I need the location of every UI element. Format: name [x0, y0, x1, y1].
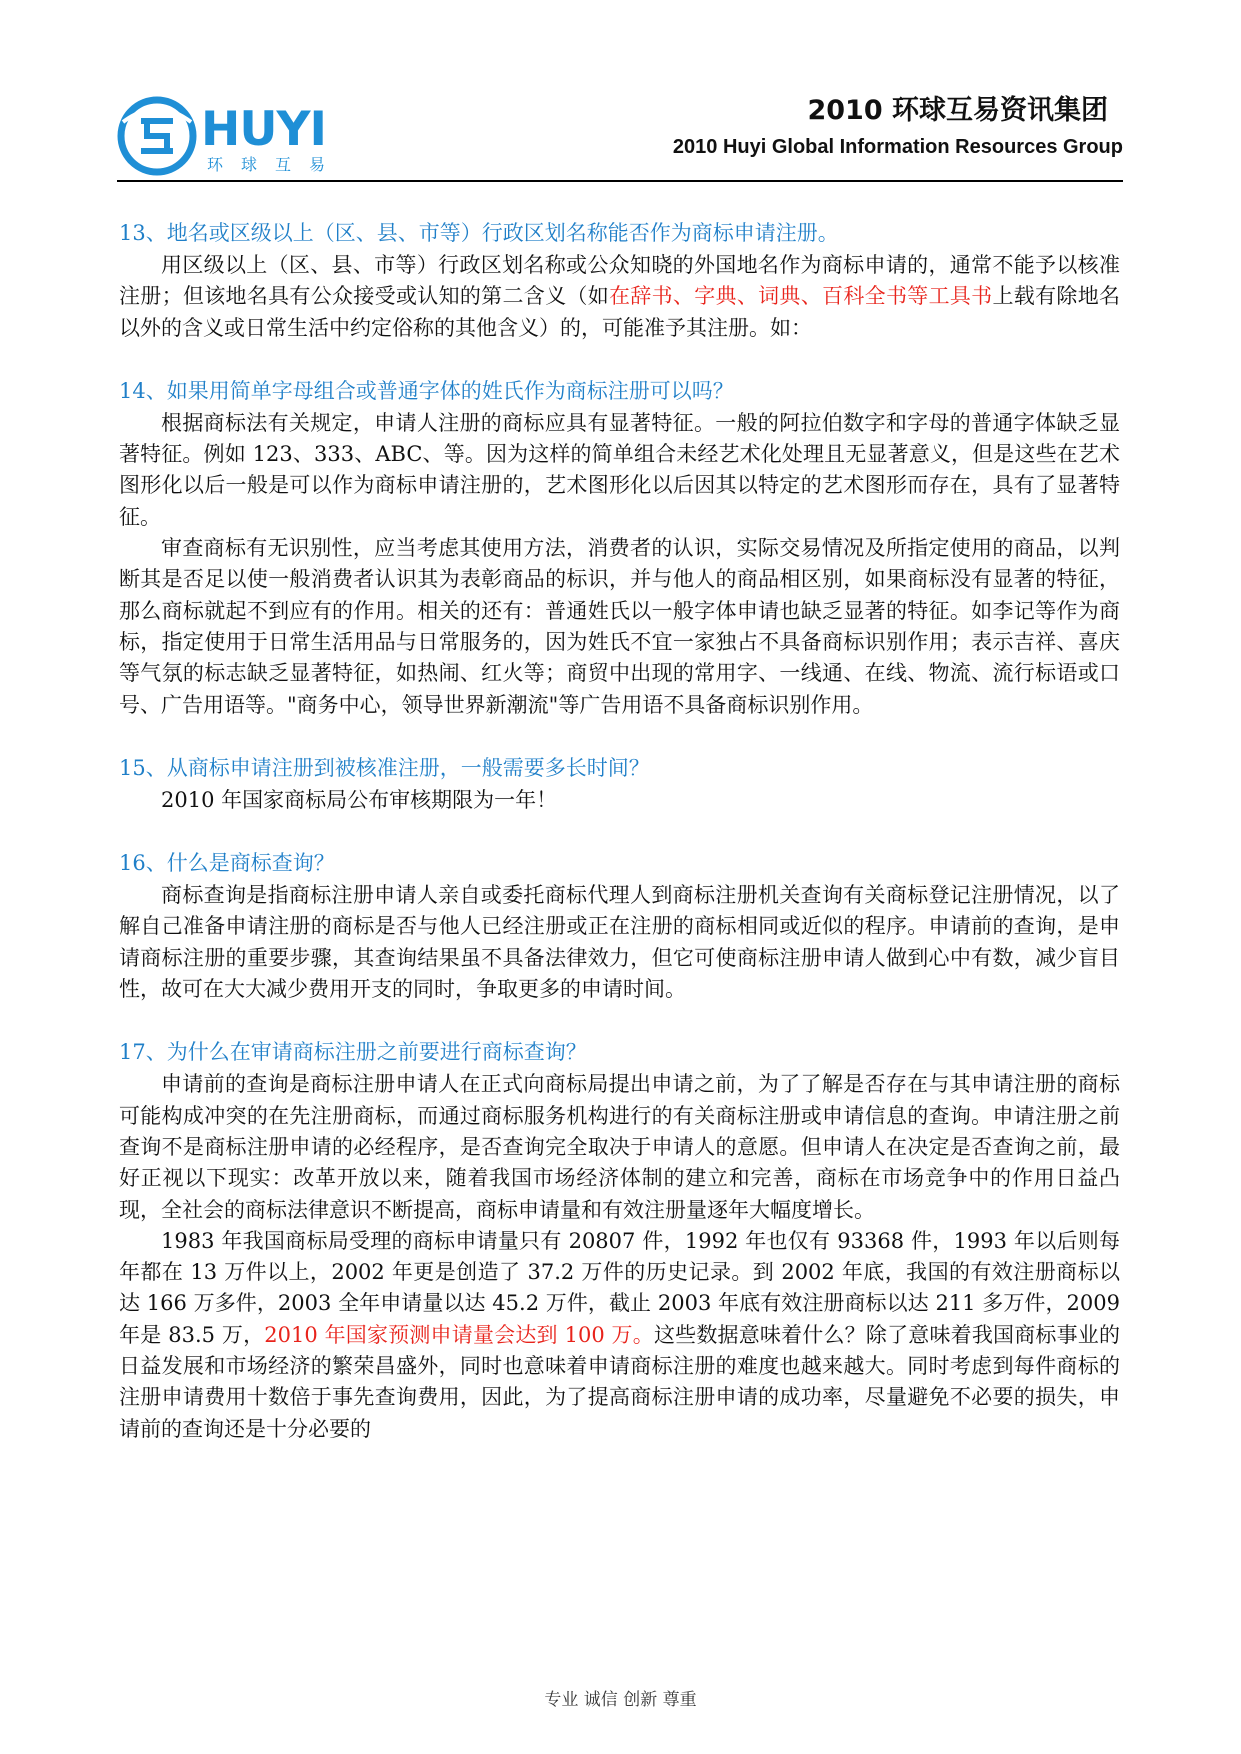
answer-17-text-b: 这些数据意味着什么？除了意味着我国商标事业的日益发展和市场经济的繁荣昌盛外，同时也意味着申请商标注册的难度也越来越大。同时考虑到每件商标的注册申请费用十数倍于事先查询费用，因此，为了提高商标注册申请的成功率，尽量避免不必要的损失，申请前的查询还是十分必要的: [119, 1322, 1121, 1441]
answer-15-paragraph: 2010 年国家商标局公布审核期限为一年！: [161, 787, 558, 812]
huyi-logo-mark-icon: [117, 96, 203, 176]
answer-13-text-a: 用区级以上（区、县、市等）行政区划名称或公众知晓的外国地名作为商标申请的，通常不能予以核准注册；但该地名具有公众接受或认知的第二含义（如: [119, 253, 1120, 309]
answer-16-paragraph: 商标查询是指商标注册申请人亲自或委托商标代理人到商标注册机关查询有关商标登记注册情况，以了解自己准备申请注册的商标是否与他人已经注册或正在注册的商标相同或近似的程序。申请前的查询，是申请商标注册的重要步骤，其查询结果虽不具备法律效力，但它可使商标注册申请人做到心中有数，减少盲目性，故可在大大减少费用开支的同时，争取更多的申请时间。: [119, 883, 1120, 1002]
question-13: 13、地名或区级以上（区、县、市等）行政区划名称能否作为商标申请注册。: [119, 221, 839, 245]
question-16: 16、什么是商标查询？: [119, 851, 335, 876]
question-14: 14、如果用简单字母组合或普通字体的姓氏作为商标注册可以吗？: [119, 378, 734, 403]
logo-text: HUYI: [201, 102, 327, 157]
answer-13-highlight: 在辞书、字典、词典、百科全书等工具书: [609, 284, 993, 309]
answer-14-paragraph-1: 根据商标法有关规定，申请人注册的商标应具有显著特征。一般的阿拉伯数字和字母的普通字体缺乏显著特征。例如 123、333、ABC、等。因为这样的简单组合未经艺术化处理且无显著意义，但是这些在艺术图形化以后一般是可以作为商标申请注册的，艺术图形化以后因其以特定的艺术图形而存在，具有了显著特征。: [119, 410, 1120, 529]
header-title-en: 2010 Huyi Global Information Resources Group: [672, 136, 1123, 158]
answer-13-paragraph: [119, 250, 1120, 344]
answer-17-text-a: 1983 年我国商标局受理的商标申请量只有 20807 件，1992 年也仅有 93368 件，1993 年以后则每年都在 13 万件以上，2002 年更是创造了 37.2 万件的历史记录。到 2002 年底，我国的有效注册商标以达 166 万多件，2003 全年申请量以达 45.2 万件，截止 2003 年底有效注册商标以达 211 多万件，2009 年是 83.5 万，: [119, 1228, 1120, 1347]
answer-13-text-b: 上载有除地名以外的含义或日常生活中约定俗称的其他含义）的，可能准予其注册。如：: [119, 284, 1121, 340]
question-15: 15、从商标申请注册到被核准注册，一般需要多长时间？: [119, 755, 650, 780]
answer-17-highlight: 2010 年国家预测申请量会达到 100 万。: [264, 1322, 654, 1347]
logo-chinese-text: 环球互易: [207, 155, 344, 174]
page-footer-slogan: 专业 诚信 创新 尊重: [544, 1690, 697, 1710]
page-header: [117, 88, 1123, 182]
answer-17-paragraph-2: [119, 1226, 1120, 1445]
answer-17-paragraph-1: 申请前的查询是商标注册申请人在正式向商标局提出申请之前，为了了解是否存在与其申请注册的商标可能构成冲突的在先注册商标，而通过商标服务机构进行的有关商标注册或申请信息的查询。申请注册之前查询不是商标注册申请的必经程序，是否查询完全取决于申请人的意愿。但申请人在决定是否查询之前，最好正视以下现实：改革开放以来，随着我国市场经济体制的建立和完善，商标在市场竞争中的作用日益凸现，全社会的商标法律意识不断提高，商标申请量和有效注册量逐年大幅度增长。: [119, 1072, 1120, 1222]
huyi-logo: [117, 96, 347, 176]
answer-14-paragraph-2: 审查商标有无识别性，应当考虑其使用方法，消费者的认识，实际交易情况及所指定使用的商品，以判断其是否足以使一般消费者认识其为表彰商品的标识，并与他人的商品相区别，如果商标没有显著的特征，那么商标就起不到应有的作用。相关的还有：普通姓氏以一般字体申请也缺乏显著的特征。如李记等作为商标，指定使用于日常生活用品与日常服务的，因为姓氏不宜一家独占不具备商标识别作用；表示吉祥、喜庆等气氛的标志缺乏显著特征，如热闹、红火等；商贸中出现的常用字、一线通、在线、物流、流行标语或口号、广告用语等。"商务中心，领导世界新潮流"等广告用语不具备商标识别作用。: [119, 536, 1120, 717]
header-title-cn: 2010 环球互易资讯集团: [807, 95, 1108, 126]
document-body: [119, 216, 1120, 1445]
question-17: 17、为什么在审请商标注册之前要进行商标查询？: [119, 1040, 587, 1065]
